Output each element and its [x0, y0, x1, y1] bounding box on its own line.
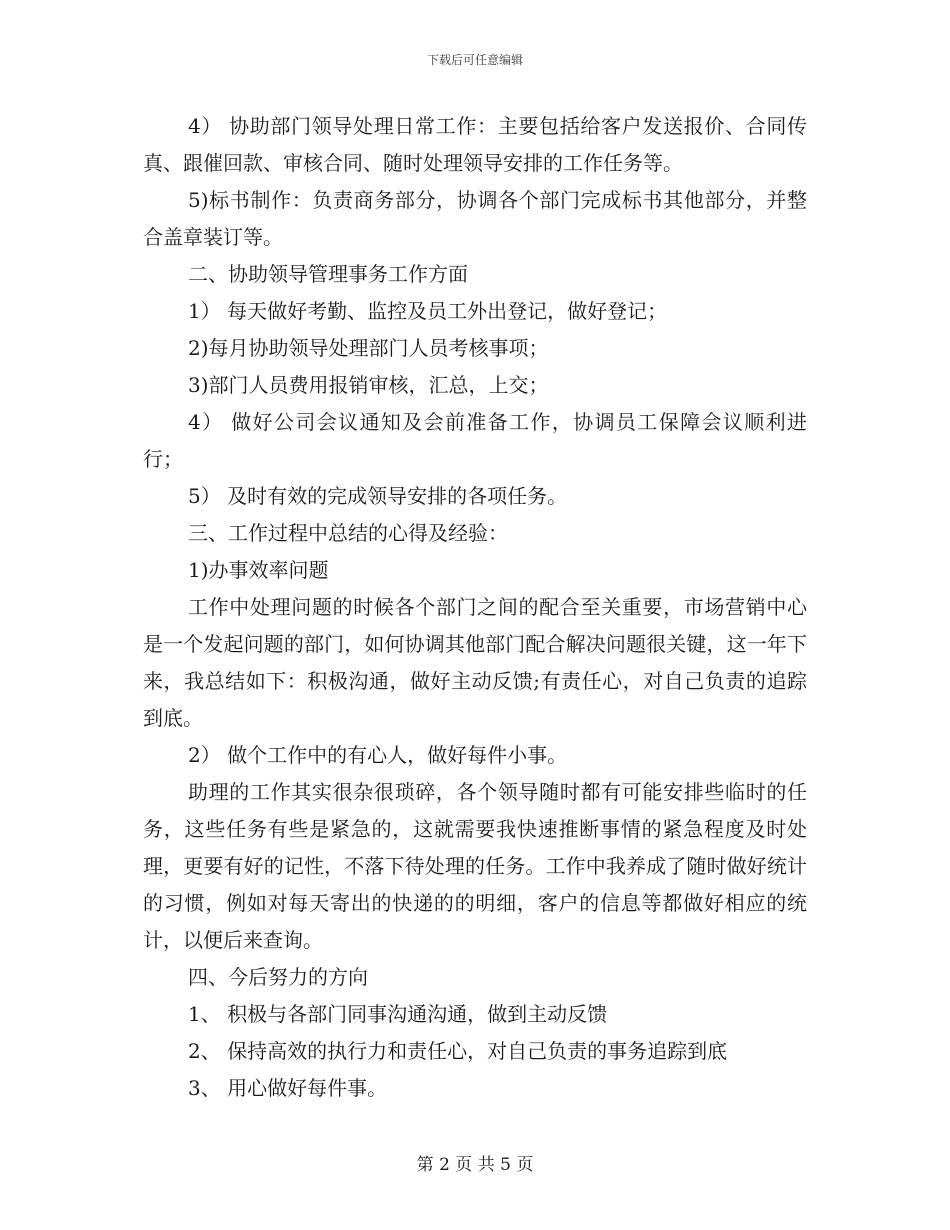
- section-heading: 四、今后努力的方向: [188, 965, 368, 989]
- document-body: [143, 108, 807, 1107]
- paragraph: 1） 每天做好考勤、监控及员工外出登记，做好登记；: [188, 299, 668, 323]
- subheading: 1)办事效率问题: [188, 558, 329, 582]
- section-heading: 二、协助领导管理事务工作方面: [188, 262, 468, 286]
- subheading: 2） 做个工作中的有心人，做好每件小事。: [188, 743, 568, 767]
- list-item: 3、 用心做好每件事。: [188, 1076, 388, 1100]
- paragraph: 5） 及时有效的完成领导安排的各项任务。: [188, 484, 568, 508]
- paragraph: 5)标书制作：负责商务部分，协调各个部门完成标书其他部分，并整合盖章装订等。: [143, 188, 807, 249]
- paragraph: 工作中处理问题的时候各个部门之间的配合至关重要，市场营销中心是一个发起问题的部门，如何协调其他部门配合解决问题很关键，这一年下来，我总结如下：积极沟通，做好主动反馈;有责任心，对自己负责的追踪到底。: [143, 595, 807, 730]
- section-heading: 三、工作过程中总结的心得及经验：: [188, 521, 508, 545]
- paragraph: 2)每月协助领导处理部门人员考核事项；: [188, 336, 549, 360]
- list-item: 2、 保持高效的执行力和责任心，对自己负责的事务追踪到底: [188, 1039, 728, 1063]
- page-header: 下载后可任意编辑: [426, 53, 523, 67]
- page-footer: 第 2 页 共 5 页: [416, 1155, 534, 1175]
- paragraph: 4） 协助部门领导处理日常工作：主要包括给客户发送报价、合同传真、跟催回款、审核合同、随时处理领导安排的工作任务等。: [143, 114, 807, 175]
- paragraph: 3)部门人员费用报销审核，汇总，上交；: [188, 373, 549, 397]
- paragraph: 助理的工作其实很杂很琐碎，各个领导随时都有可能安排些临时的任务，这些任务有些是紧急的，这就需要我快速推断事情的紧急程度及时处理，更要有好的记性，不落下待处理的任务。工作中我养成了随时做好统计的习惯，例如对每天寄出的快递的的明细，客户的信息等都做好相应的统计，以便后来查询。: [143, 780, 807, 952]
- list-item: 1、 积极与各部门同事沟通沟通，做到主动反馈: [188, 1002, 608, 1026]
- paragraph: 4） 做好公司会议通知及会前准备工作，协调员工保障会议顺利进行；: [143, 410, 807, 471]
